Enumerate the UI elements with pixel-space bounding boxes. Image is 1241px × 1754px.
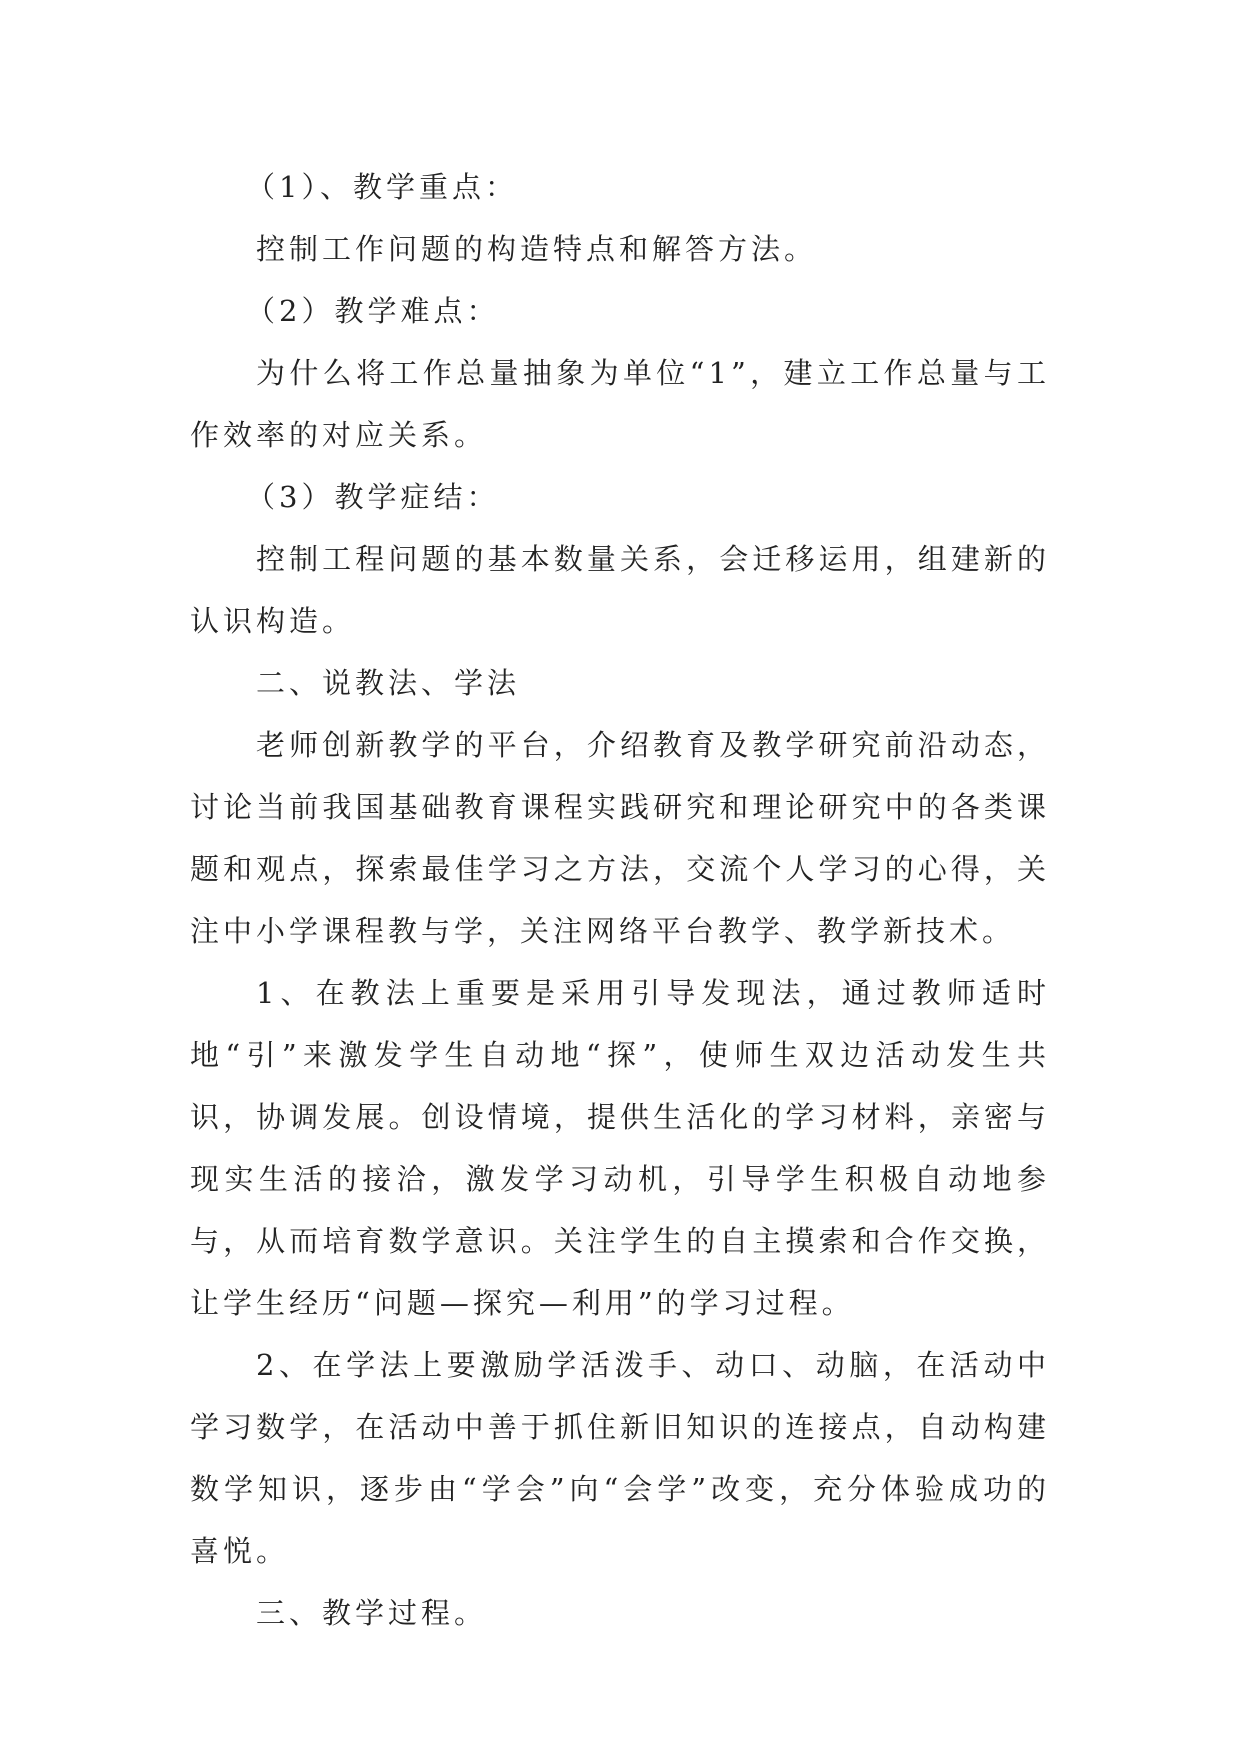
paragraph-teaching-difficulty-content: 为什么将工作总量抽象为单位“1”，建立工作总量与工作效率的对应关系。 — [190, 356, 1050, 452]
section-heading-methods: 二、说教法、学法 — [256, 666, 521, 700]
subheading-teaching-focus: （1）、教学重点： — [246, 170, 518, 204]
paragraph-teaching-method: 1、在教法上重要是采用引导发现法，通过教师适时地“引”来激发学生自动地“探”，使师生双边活动发生共识，协调发展。创设情境，提供生活化的学习材料，亲密与现实生活的接洽，激发学习动机，引导学生积极自动地参与，从而培育数学意识。关注学生的自主摸索和合作交换，让学生经历“问题—探究—利用”的学习过程。 — [190, 976, 1050, 1320]
paragraph-teaching-focus-content: 控制工作问题的构造特点和解答方法。 — [256, 232, 818, 266]
subheading-teaching-crux: （3）教学症结： — [246, 480, 500, 514]
section-heading-process: 三、教学过程。 — [256, 1596, 488, 1630]
paragraph-learning-method: 2、在学法上要激励学活泼手、动口、动脑，在活动中学习数学，在活动中善于抓住新旧知识的连接点，自动构建数学知识，逐步由“学会”向“会学”改变，充分体验成功的喜悦。 — [190, 1348, 1050, 1568]
subheading-teaching-difficulty: （2）教学难点： — [246, 294, 500, 328]
paragraph-teaching-crux-content: 控制工程问题的基本数量关系，会迁移运用，组建新的认识构造。 — [190, 542, 1050, 638]
document-body — [190, 156, 1050, 1644]
paragraph-teacher-platform: 老师创新教学的平台，介绍教育及教学研究前沿动态，讨论当前我国基础教育课程实践研究和理论研究中的各类课题和观点，探索最佳学习之方法，交流个人学习的心得，关注中小学课程教与学，关注网络平台教学、教学新技术。 — [190, 728, 1050, 948]
